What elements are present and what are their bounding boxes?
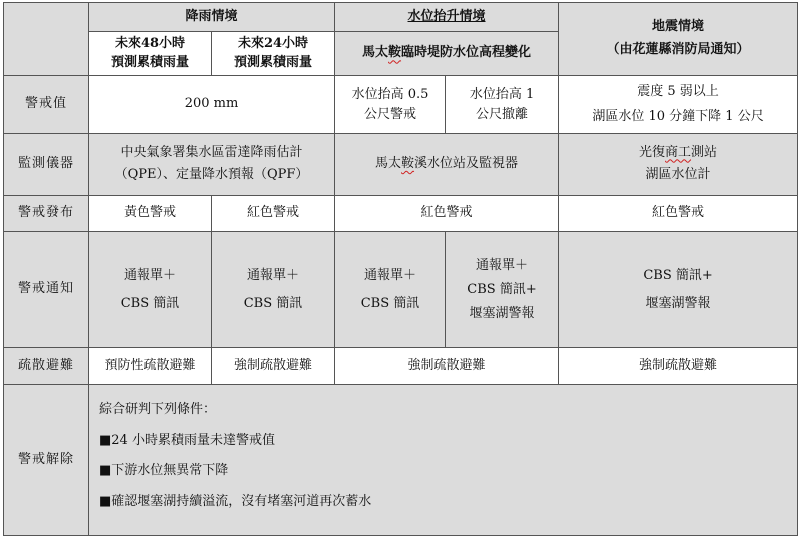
notify-c2: 通報單＋ CBS 簡訊 — [212, 232, 335, 348]
release-line: 綜合研判下列條件： — [99, 402, 217, 418]
corner-cell — [4, 3, 89, 76]
evac-c1: 預防性疏散避難 — [89, 347, 212, 384]
header-rainfall: 降雨情境 — [89, 3, 335, 32]
row-label-issue: 警戒發布 — [4, 196, 89, 232]
notify-c5: CBS 簡訊+ 堰塞湖警報 — [559, 232, 798, 348]
row-label-threshold: 警戒值 — [4, 76, 89, 133]
notify-c3: 通報單＋ CBS 簡訊 — [335, 232, 446, 348]
release-conditions — [89, 385, 798, 536]
threshold-water-b: 水位抬高 1 公尺撤離 — [446, 76, 559, 133]
header-quake-title: 地震情境 — [652, 19, 705, 35]
issue-rain-red: 紅色警戒 — [212, 196, 335, 232]
row-label-instrument: 監測儀器 — [4, 133, 89, 195]
notify-c4: 通報單＋ CBS 簡訊+ 堰塞湖警報 — [446, 232, 559, 348]
issue-rain-yellow: 黃色警戒 — [89, 196, 212, 232]
instrument-rain: 中央氣象署集水區雷達降雨估計 （QPE）、定量降水預報（QPF） — [89, 133, 335, 195]
row-label-release: 警戒解除 — [4, 385, 89, 536]
instrument-quake: 光復商工測站 湖區水位計 — [559, 133, 798, 195]
release-line: ■24 小時累積雨量未達警戒值 — [99, 432, 275, 448]
header-water: 水位抬升情境 — [335, 3, 559, 32]
threshold-rain: 200 mm — [89, 76, 335, 133]
instrument-water: 馬太鞍溪水位站及監視器 — [335, 133, 559, 195]
header-water-sub: 馬太鞍臨時堤防水位高程變化 — [335, 32, 559, 76]
threshold-quake: 震度 5 弱以上 湖區水位 10 分鐘下降 1 公尺 — [559, 76, 798, 133]
notify-c1: 通報單＋ CBS 簡訊 — [89, 232, 212, 348]
issue-water: 紅色警戒 — [335, 196, 559, 232]
header-rain-48: 未來48小時 預測累積雨量 — [89, 32, 212, 76]
release-line: ■下游水位無異常下降 — [99, 463, 229, 479]
header-quake-sub: （由花蓮縣消防局通知） — [606, 42, 750, 58]
header-rain-24: 未來24小時 預測累積雨量 — [212, 32, 335, 76]
row-label-notify: 警戒通知 — [4, 232, 89, 348]
alert-table — [3, 2, 798, 536]
evac-water: 強制疏散避難 — [335, 347, 559, 384]
release-line: ■確認堰塞湖持續溢流，沒有堵塞河道再次蓄水 — [99, 493, 372, 509]
evac-c2: 強制疏散避難 — [212, 347, 335, 384]
evac-quake: 強制疏散避難 — [559, 347, 798, 384]
threshold-water-a: 水位抬高 0.5 公尺警戒 — [335, 76, 446, 133]
row-label-evac: 疏散避難 — [4, 347, 89, 384]
issue-quake: 紅色警戒 — [559, 196, 798, 232]
header-quake — [559, 3, 798, 76]
